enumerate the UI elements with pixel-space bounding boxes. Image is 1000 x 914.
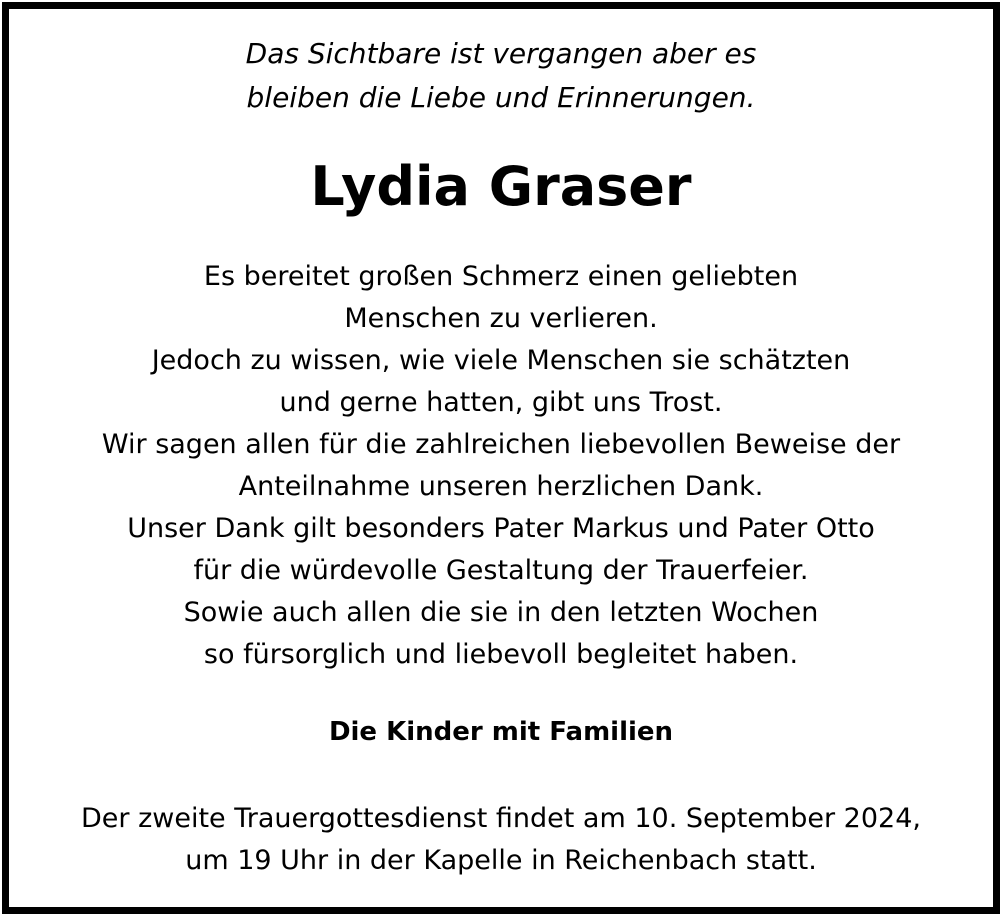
motto-line-1: Das Sichtbare ist vergangen aber es <box>245 37 757 70</box>
body-line-2: Menschen zu verlieren. <box>344 303 658 334</box>
body-line-4: und gerne hatten, gibt uns Trost. <box>279 387 723 418</box>
body-line-10: so fürsorglich und liebevoll begleitet haben. <box>203 639 799 670</box>
body-line-9: Sowie auch allen die sie in den letzten Wochen <box>183 597 819 628</box>
service-line-1: Der zweite Trauergottesdienst findet am 10. September 2024, <box>81 803 921 834</box>
body-line-5: Wir sagen allen für die zahlreichen liebevollen Beweise der <box>101 429 901 460</box>
body-line-7: Unser Dank gilt besonders Pater Markus und Pater Otto <box>127 513 875 544</box>
body-line-3: Jedoch zu wissen, wie viele Menschen sie schätzten <box>151 345 851 376</box>
motto-line-2: bleiben die Liebe und Erinnerungen. <box>246 81 756 114</box>
service-line-2: um 19 Uhr in der Kapelle in Reichenbach statt. <box>185 845 817 876</box>
body-line-8: für die würdevolle Gestaltung der Trauerfeier. <box>193 555 809 586</box>
signature: Die Kinder mit Familien <box>328 717 674 747</box>
deceased-name: Lydia Graser <box>310 155 692 218</box>
body-line-6: Anteilnahme unseren herzlichen Dank. <box>238 471 764 502</box>
body-line-1: Es bereitet großen Schmerz einen geliebten <box>203 261 799 292</box>
obituary-notice <box>2 2 1000 914</box>
